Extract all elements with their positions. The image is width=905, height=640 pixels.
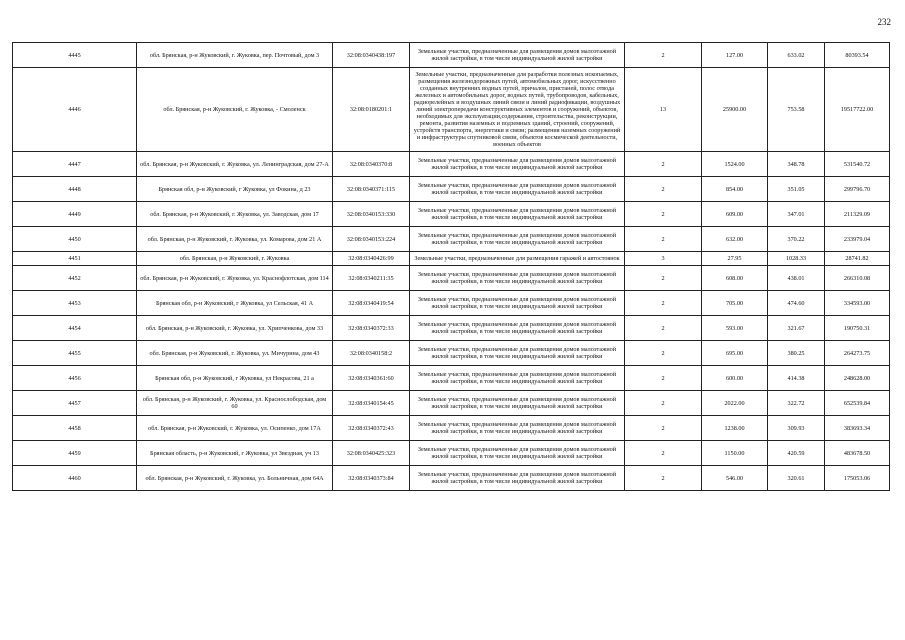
cell-cadastral-value: 190750.31 — [825, 316, 890, 341]
cell-number: 4452 — [13, 266, 137, 291]
cell-cadastral-number: 32:08:0340370:8 — [333, 152, 410, 177]
cell-address: обл. Брянская, р-н Жуковский, г. Жуковка, ул. Комарова, дом 21 А — [137, 227, 333, 252]
cell-land-use: Земельные участки, предназначенные для разработки полезных ископаемых, размещения железнодорожных путей, автомобильных дорог, искусственно созданных внутренних водных путей, причалов, пристаней, полос отвода железных и автомобильных дорог, водных путей, трубопроводов, кабельных, радиорелейных и воздушных линий связи и линий радиофикации, воздушных линий электропередачи конструктивных элементов и сооружений, объектов, необходимых для эксплуатации,содержания, строительства, реконструкции, ремонта, развития наземных и подземных зданий, строений, сооружений, устройств транспорта, энергетики и связи; размещения наземных сооружений и инфраструктуры спутниковой связи, объектов космической деятельности, военных объектов — [410, 68, 625, 152]
table-row — [13, 466, 890, 491]
cell-address: обл. Брянская, р-н Жуковский, г. Жуковка, ул. Краснослободская, дом 60 — [137, 391, 333, 416]
cell-address: Брянская область, р-н Жуковский, г Жуковка, ул Звездная, уч 13 — [137, 441, 333, 466]
cell-cadastral-number: 32:08:0340153:330 — [333, 202, 410, 227]
cell-unit-value: 370.22 — [768, 227, 825, 252]
cell-address: обл. Брянская, р-н Жуковский, г. Жуковка, ул. Ленинградская, дом 27-А — [137, 152, 333, 177]
cell-area: 593.00 — [702, 316, 768, 341]
cell-cadastral-number: 32:08:0340438:197 — [333, 43, 410, 68]
cell-number: 4450 — [13, 227, 137, 252]
cell-cadastral-number: 32:08:0340153:224 — [333, 227, 410, 252]
cell-land-use: Земельные участки, предназначенные для размещения домов малоэтажной жилой застройки, в том числе индивидуальной жилой застройки — [410, 202, 625, 227]
cell-cadastral-number: 32:08:0340361:60 — [333, 366, 410, 391]
cell-cadastral-number: 32:08:0340373:84 — [333, 466, 410, 491]
cell-cadastral-number: 32:08:0180201:1 — [333, 68, 410, 152]
cell-area: 1238.00 — [702, 416, 768, 441]
cell-number: 4454 — [13, 316, 137, 341]
cell-number: 4460 — [13, 466, 137, 491]
cell-land-use: Земельные участки, предназначенные для размещения домов малоэтажной жилой застройки, в том числе индивидуальной жилой застройки — [410, 266, 625, 291]
cell-cadastral-number: 32:08:0340154:45 — [333, 391, 410, 416]
cell-area: 854.00 — [702, 177, 768, 202]
cell-area: 1150.00 — [702, 441, 768, 466]
cell-unit-value: 420.59 — [768, 441, 825, 466]
cell-area: 25900.00 — [702, 68, 768, 152]
cell-land-use: Земельные участки, предназначенные для размещения домов малоэтажной жилой застройки, в том числе индивидуальной жилой застройки — [410, 227, 625, 252]
cell-unit-value: 438.01 — [768, 266, 825, 291]
cell-use-group: 2 — [625, 43, 702, 68]
cell-cadastral-value: 248628.00 — [825, 366, 890, 391]
table-row — [13, 266, 890, 291]
cell-land-use: Земельные участки, предназначенные для размещения домов малоэтажной жилой застройки, в том числе индивидуальной жилой застройки — [410, 416, 625, 441]
cell-cadastral-value: 652539.84 — [825, 391, 890, 416]
cell-address: обл. Брянская, р-н Жуковский, г. Жуковка, пер. Почтовый, дом 3 — [137, 43, 333, 68]
cell-use-group: 3 — [625, 252, 702, 266]
table-row — [13, 227, 890, 252]
cell-use-group: 2 — [625, 441, 702, 466]
cell-land-use: Земельные участки, предназначенные для размещения домов малоэтажной жилой застройки, в том числе индивидуальной жилой застройки — [410, 441, 625, 466]
cell-cadastral-value: 483678.50 — [825, 441, 890, 466]
table-row — [13, 68, 890, 152]
cell-unit-value: 380.25 — [768, 341, 825, 366]
cell-number: 4458 — [13, 416, 137, 441]
cell-number: 4445 — [13, 43, 137, 68]
cell-area: 546.00 — [702, 466, 768, 491]
cell-unit-value: 321.67 — [768, 316, 825, 341]
cell-address: Брянская обл, р-н Жуковский, г Жуковка, ул Фокина, д 23 — [137, 177, 333, 202]
cell-number: 4451 — [13, 252, 137, 266]
cell-unit-value: 414.38 — [768, 366, 825, 391]
cell-area: 27.95 — [702, 252, 768, 266]
cell-area: 1524.00 — [702, 152, 768, 177]
cell-address: обл. Брянская, р-н Жуковский, г. Жуковка, ул. Мичурина, дом 43 — [137, 341, 333, 366]
cell-land-use: Земельные участки, предназначенные для размещения домов малоэтажной жилой застройки, в том числе индивидуальной жилой застройки — [410, 316, 625, 341]
cell-address: обл. Брянская, р-н Жуковский, г. Жуковка — [137, 252, 333, 266]
cell-area: 705.00 — [702, 291, 768, 316]
cell-cadastral-number: 32:08:0340419:54 — [333, 291, 410, 316]
cell-address: обл. Брянская, р-н Жуковский, г. Жуковка, ул. Краснофлотская, дом 114 — [137, 266, 333, 291]
cell-address: Брянская обл, р-н Жуковский, г Жуковка, ул Сельская, 41 А — [137, 291, 333, 316]
cell-address: обл. Брянская, р-н Жуковский, г. Жуковка, ул. Больничная, дом 64А — [137, 466, 333, 491]
cell-use-group: 2 — [625, 227, 702, 252]
cell-cadastral-value: 266310.08 — [825, 266, 890, 291]
cell-cadastral-value: 80393.54 — [825, 43, 890, 68]
cell-land-use: Земельные участки, предназначенные для размещения домов малоэтажной жилой застройки, в том числе индивидуальной жилой застройки — [410, 341, 625, 366]
cell-unit-value: 309.93 — [768, 416, 825, 441]
cell-address: Брянская обл, р-н Жуковский, г Жуковка, ул Некрасова, 21 а — [137, 366, 333, 391]
cell-unit-value: 1028.33 — [768, 252, 825, 266]
cell-use-group: 2 — [625, 391, 702, 416]
table-row — [13, 202, 890, 227]
cell-use-group: 2 — [625, 466, 702, 491]
cell-use-group: 2 — [625, 291, 702, 316]
cell-cadastral-number: 32:08:0340371:115 — [333, 177, 410, 202]
cell-cadastral-value: 233979.04 — [825, 227, 890, 252]
cell-cadastral-value: 299796.70 — [825, 177, 890, 202]
cell-number: 4447 — [13, 152, 137, 177]
cell-land-use: Земельные участки, предназначенные для размещения домов малоэтажной жилой застройки, в том числе индивидуальной жилой застройки — [410, 391, 625, 416]
cell-number: 4449 — [13, 202, 137, 227]
table-row — [13, 341, 890, 366]
cell-area: 2022.00 — [702, 391, 768, 416]
cell-cadastral-value: 264273.75 — [825, 341, 890, 366]
cell-unit-value: 322.72 — [768, 391, 825, 416]
cell-area: 632.00 — [702, 227, 768, 252]
cell-cadastral-number: 32:08:0340426:99 — [333, 252, 410, 266]
cell-unit-value: 474.60 — [768, 291, 825, 316]
cell-cadastral-value: 334593.00 — [825, 291, 890, 316]
cell-cadastral-value: 531540.72 — [825, 152, 890, 177]
cell-area: 608.00 — [702, 266, 768, 291]
cell-number: 4457 — [13, 391, 137, 416]
cell-address: обл. Брянская, р-н Жуковский, г. Жуковка, ул. Хрипченкова, дом 33 — [137, 316, 333, 341]
cell-use-group: 2 — [625, 266, 702, 291]
cell-use-group: 13 — [625, 68, 702, 152]
cell-land-use: Земельные участки, предназначенные для размещения домов малоэтажной жилой застройки, в том числе индивидуальной жилой застройки — [410, 152, 625, 177]
cell-cadastral-value: 175053.06 — [825, 466, 890, 491]
cell-address: обл. Брянская, р-н Жуковский, г. Жуковка, ул. Осипенко, дом 17А — [137, 416, 333, 441]
cell-cadastral-value: 211329.09 — [825, 202, 890, 227]
cell-use-group: 2 — [625, 177, 702, 202]
cell-unit-value: 633.02 — [768, 43, 825, 68]
cell-cadastral-value: 28741.82 — [825, 252, 890, 266]
cell-unit-value: 320.61 — [768, 466, 825, 491]
cell-cadastral-number: 32:08:0340211:35 — [333, 266, 410, 291]
table-row — [13, 416, 890, 441]
cell-use-group: 2 — [625, 316, 702, 341]
cell-number: 4459 — [13, 441, 137, 466]
cell-cadastral-number: 32:08:0340372:43 — [333, 416, 410, 441]
cell-land-use: Земельные участки, предназначенные для размещения домов малоэтажной жилой застройки, в том числе индивидуальной жилой застройки — [410, 43, 625, 68]
table-row — [13, 252, 890, 266]
cell-use-group: 2 — [625, 366, 702, 391]
table-row — [13, 291, 890, 316]
cell-address: обл. Брянская, р-н Жуковский, г. Жуковка, - Смоленск — [137, 68, 333, 152]
page-number: 232 — [877, 17, 891, 27]
cell-number: 4448 — [13, 177, 137, 202]
table-row — [13, 316, 890, 341]
cell-number: 4455 — [13, 341, 137, 366]
cell-cadastral-number: 32:08:0340425:323 — [333, 441, 410, 466]
cell-land-use: Земельные участки, предназначенные для размещения домов малоэтажной жилой застройки, в том числе индивидуальной жилой застройки — [410, 177, 625, 202]
cell-area: 600.00 — [702, 366, 768, 391]
cell-number: 4446 — [13, 68, 137, 152]
cell-number: 4453 — [13, 291, 137, 316]
cell-use-group: 2 — [625, 341, 702, 366]
cell-area: 695.00 — [702, 341, 768, 366]
cell-use-group: 2 — [625, 152, 702, 177]
cell-land-use: Земельные участки, предназначенные для размещения домов малоэтажной жилой застройки, в том числе индивидуальной жилой застройки — [410, 291, 625, 316]
table-row — [13, 177, 890, 202]
cell-cadastral-number: 32:08:0340158:2 — [333, 341, 410, 366]
table-row — [13, 152, 890, 177]
cell-use-group: 2 — [625, 416, 702, 441]
table-row — [13, 366, 890, 391]
cell-unit-value: 347.01 — [768, 202, 825, 227]
cell-area: 127.00 — [702, 43, 768, 68]
table-row — [13, 391, 890, 416]
table-row — [13, 441, 890, 466]
cell-unit-value: 351.05 — [768, 177, 825, 202]
cell-unit-value: 348.78 — [768, 152, 825, 177]
cell-use-group: 2 — [625, 202, 702, 227]
cell-land-use: Земельные участки, предназначенные для размещения домов малоэтажной жилой застройки, в том числе индивидуальной жилой застройки — [410, 366, 625, 391]
cell-unit-value: 753.58 — [768, 68, 825, 152]
cell-cadastral-number: 32:08:0340372:33 — [333, 316, 410, 341]
cell-land-use: Земельные участки, предназначенные для размещения гаражей и автостоянок — [410, 252, 625, 266]
cell-cadastral-value: 19517722.00 — [825, 68, 890, 152]
table-row — [13, 43, 890, 68]
cell-land-use: Земельные участки, предназначенные для размещения домов малоэтажной жилой застройки, в том числе индивидуальной жилой застройки — [410, 466, 625, 491]
cell-address: обл. Брянская, р-н Жуковский, г. Жуковка, ул. Заводская, дом 17 — [137, 202, 333, 227]
land-registry-table — [12, 42, 890, 491]
table-body — [13, 43, 890, 491]
cell-number: 4456 — [13, 366, 137, 391]
cell-cadastral-value: 383693.34 — [825, 416, 890, 441]
cell-area: 609.00 — [702, 202, 768, 227]
